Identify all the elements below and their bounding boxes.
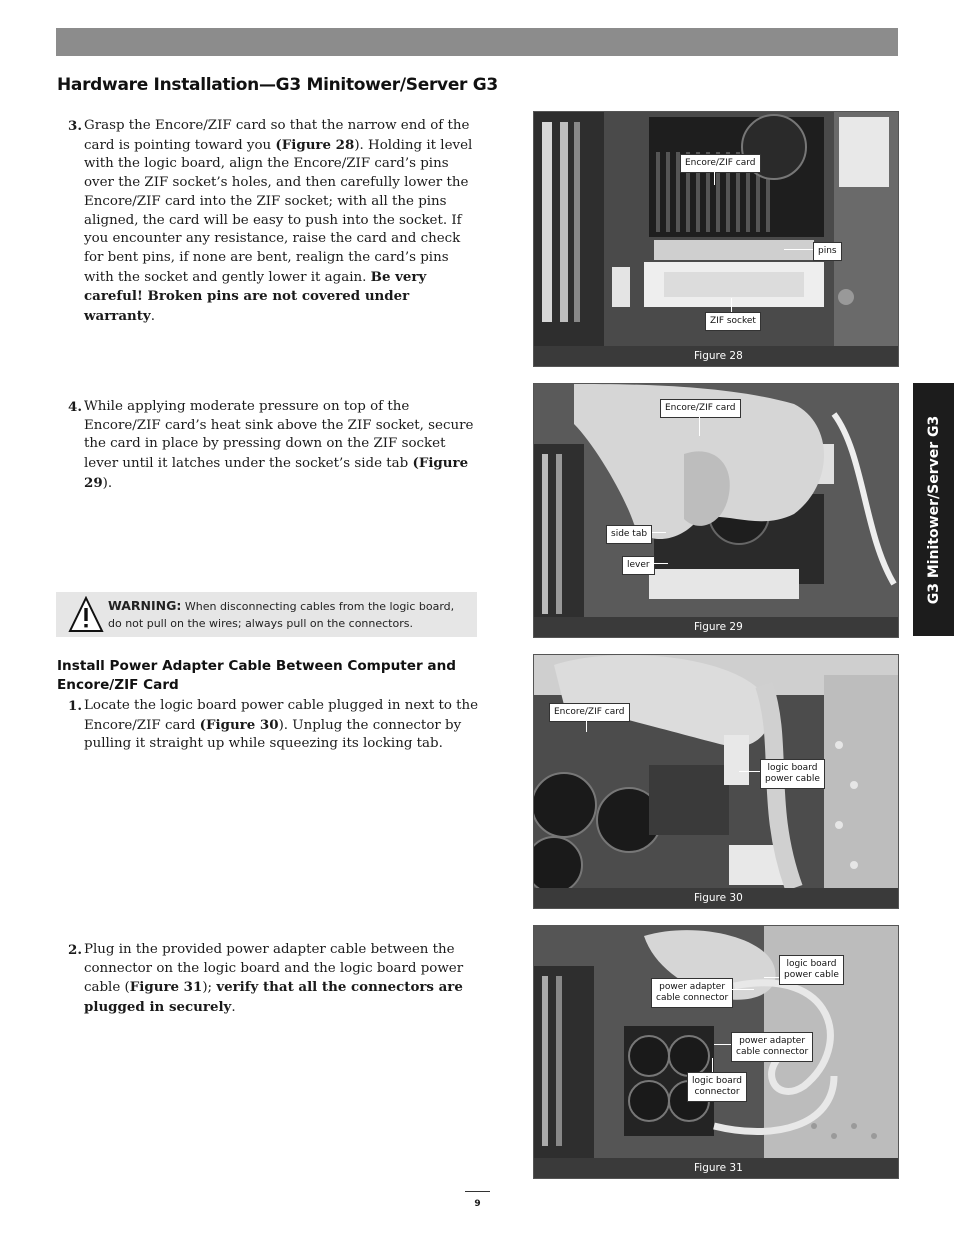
step-4 bbox=[60, 398, 480, 494]
callout-power-adapter-cable-connector: power adapter cable connector bbox=[731, 1032, 813, 1062]
callout-leader bbox=[652, 532, 666, 533]
page-number: 9 bbox=[474, 1199, 481, 1209]
callout-leader bbox=[784, 249, 813, 250]
callout-encore-zif-card: Encore/ZIF card bbox=[660, 399, 741, 418]
figure-caption: Figure 31 bbox=[534, 1158, 898, 1178]
callout-leader bbox=[712, 1058, 713, 1072]
step-text: Grasp the Encore/ZIF card so that the narrow end of the card is pointing toward you (Figure 28). Holding it level with the logic board, align the Encore/ZIF card’s pins over the ZIF socket’s holes, and then carefully lower the Encore/ZIF card into the ZIF socket; with all the pins aligned, the card will be easy to push into the socket. If you encounter any resistance, raise the card and check for bent pins, if none are bent, realign the card’s pins with the socket and gently lower it again. Be very careful! Broken pins are not covered under warranty. bbox=[84, 118, 473, 325]
header-bar bbox=[56, 28, 898, 56]
figure-29 bbox=[533, 383, 899, 638]
callout-leader bbox=[731, 298, 732, 312]
warning-icon bbox=[68, 596, 104, 634]
warning-text: WARNING: When disconnecting cables from the logic board, do not pull on the wires; always pull on the connectors. bbox=[108, 598, 455, 630]
callout-leader bbox=[652, 563, 668, 564]
footer-rule bbox=[465, 1191, 490, 1192]
figure-30 bbox=[533, 654, 899, 909]
step-number: 3. bbox=[68, 118, 82, 134]
section-step-1 bbox=[60, 697, 480, 754]
callout-leader bbox=[764, 977, 779, 978]
figure-30-photo bbox=[534, 655, 898, 888]
figure-31 bbox=[533, 925, 899, 1179]
section-step-2 bbox=[60, 941, 480, 1018]
callout-leader bbox=[714, 171, 715, 185]
callout-side-tab: side tab bbox=[606, 525, 652, 544]
figure-29-photo bbox=[534, 384, 898, 617]
step-number: 1. bbox=[68, 698, 82, 714]
figure-28-photo bbox=[534, 112, 898, 346]
step-text: Locate the logic board power cable plugged in next to the Encore/ZIF card (Figure 30). Unplug the connector by pulling it straight up while squeezing its locking tab. bbox=[84, 698, 479, 752]
page-title: Hardware Installation—G3 Minitower/Server G3 bbox=[57, 75, 498, 95]
warning-box bbox=[56, 592, 477, 637]
callout-logic-board-connector: logic board connector bbox=[687, 1072, 747, 1102]
side-tab-label: G3 Minitower/Server G3 bbox=[925, 415, 942, 604]
section-heading: Install Power Adapter Cable Between Computer and Encore/ZIF Card bbox=[57, 658, 456, 693]
callout-logic-board-power-cable: logic board power cable bbox=[779, 955, 844, 985]
callout-leader bbox=[586, 720, 587, 732]
step-number: 4. bbox=[68, 399, 82, 415]
step-3 bbox=[60, 117, 480, 327]
callout-logic-board-power-cable: logic board power cable bbox=[760, 759, 825, 789]
callout-encore-zif-card: Encore/ZIF card bbox=[549, 703, 630, 722]
figure-caption: Figure 28 bbox=[534, 346, 898, 366]
callout-leader bbox=[739, 771, 760, 772]
callout-lever: lever bbox=[622, 556, 655, 575]
figure-caption: Figure 29 bbox=[534, 617, 898, 637]
figure-caption: Figure 30 bbox=[534, 888, 898, 908]
callout-leader bbox=[714, 1044, 731, 1045]
callout-leader bbox=[729, 989, 754, 990]
figure-28 bbox=[533, 111, 899, 367]
callout-encore-zif-card: Encore/ZIF card bbox=[680, 154, 761, 173]
step-text: Plug in the provided power adapter cable between the connector on the logic board and the logic board power cable (Figure 31); verify that all the connectors are plugged in securely. bbox=[84, 942, 464, 1016]
callout-zif-socket: ZIF socket bbox=[705, 312, 761, 331]
callout-pins: pins bbox=[813, 242, 842, 261]
callout-power-adapter-cable-connector: power adapter cable connector bbox=[651, 978, 733, 1008]
callout-leader bbox=[699, 416, 700, 436]
step-number: 2. bbox=[68, 942, 82, 958]
step-text: While applying moderate pressure on top of the Encore/ZIF card’s heat sink above the ZIF socket, secure the card in place by pressing down on the ZIF socket lever until it latches under the socket’s side tab (Figure 29). bbox=[84, 399, 474, 491]
section-side-tab bbox=[913, 383, 954, 636]
